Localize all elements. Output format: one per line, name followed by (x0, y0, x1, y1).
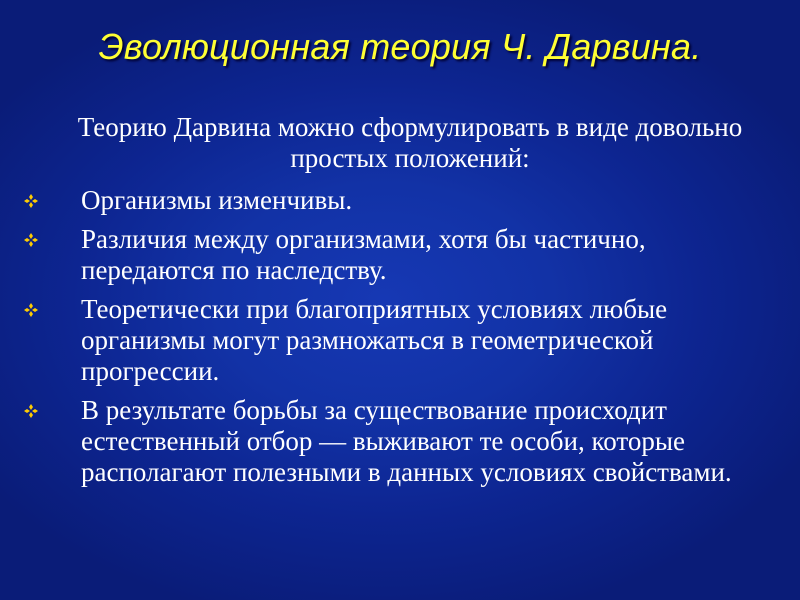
diamond-bullet-icon (24, 303, 38, 317)
bullet-text: В результате борьбы за существование происходит естественный отбор — выживают те особи, которые располагают полезными в данных условиях свойствами. (81, 395, 732, 487)
diamond-bullet-icon (24, 404, 38, 418)
intro-text: Теорию Дарвина можно сформулировать в виде довольно простых положений: (77, 112, 743, 173)
bullet-item (0, 185, 800, 216)
bullet-text: Различия между организмами, хотя бы частично, передаются по наследству. (81, 224, 646, 285)
bullet-text: Теоретически при благоприятных условиях любые организмы могут размножаться в геометрической прогрессии. (81, 294, 668, 386)
slide-title: Эволюционная теория Ч. Дарвина. (98, 26, 702, 67)
bullet-item (0, 294, 800, 387)
bullet-item (0, 395, 800, 488)
diamond-bullet-icon (24, 233, 38, 247)
diamond-bullet-icon (24, 194, 38, 208)
bullet-text: Организмы изменчивы. (81, 185, 353, 215)
bullet-item (0, 224, 800, 286)
bullet-list (0, 185, 800, 496)
